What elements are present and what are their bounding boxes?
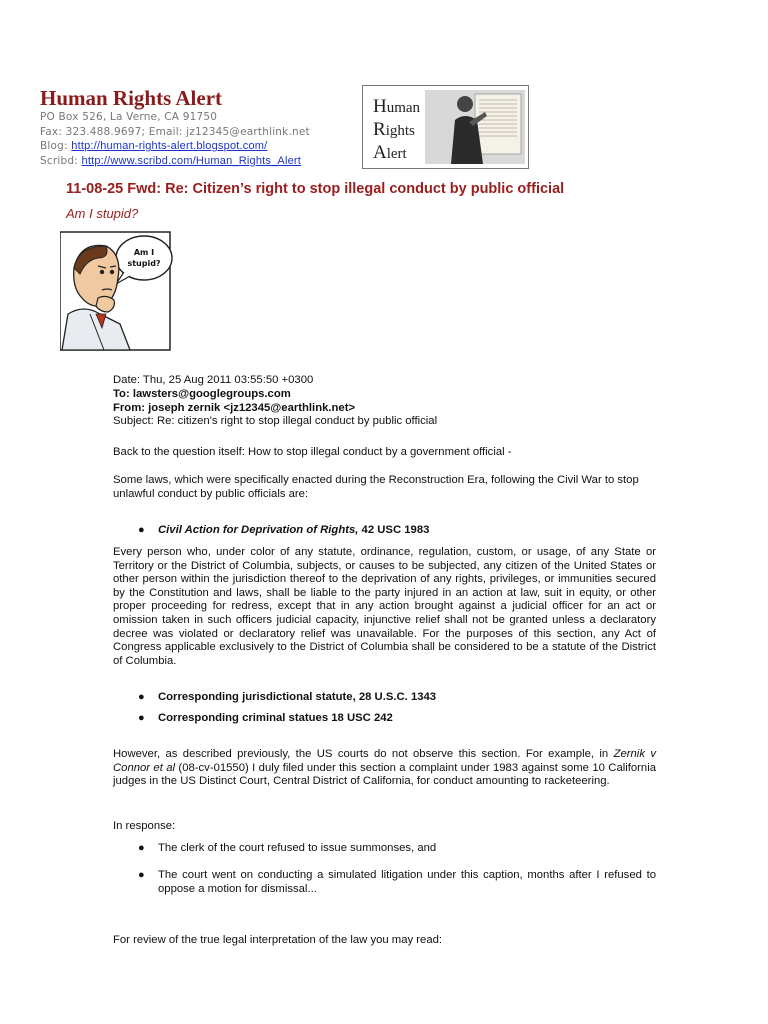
logo-figure-image [425, 90, 525, 164]
email-from: From: joseph zernik <jz12345@earthlink.net> [113, 402, 356, 414]
paragraph-in-response: In response: [113, 820, 176, 832]
blog-link[interactable]: http://human-rights-alert.blogspot.com/ [71, 140, 268, 152]
email-subject: Subject: Re: citizen's right to stop illegal conduct by public official [113, 415, 438, 427]
case-name: Zernik v Connor et al [113, 748, 656, 774]
email-date: Date: Thu, 25 Aug 2011 03:55:50 +0300 [113, 374, 314, 386]
bullet-civil-action-cite: 42 USC 1983 [358, 524, 430, 536]
paragraph-1: Back to the question itself: How to stop illegal conduct by a government official - [113, 446, 512, 458]
bullet-criminal: ● Corresponding criminal statues 18 USC 242 [138, 712, 393, 724]
bullet-civil-action [138, 524, 430, 538]
paragraph-2: Some laws, which were specifically enacted during the Reconstruction Era, following the Civil War to stop unlawful conduct by public officials are: [113, 474, 639, 500]
blog-label: Blog: [40, 140, 68, 152]
logo-text: Human Rights Alert [373, 96, 421, 163]
paragraph-review: For review of the true legal interpretation of the law you may read: [113, 934, 443, 946]
document-subtitle: Am I stupid? [66, 206, 139, 221]
org-name: Human Rights Alert [40, 86, 223, 110]
bullet-icon: ● [138, 524, 145, 536]
bullet-icon: ● [138, 691, 145, 703]
fax-email: Fax: 323.488.9697; Email: jz12345@earthlink.net [40, 126, 310, 138]
bullet-icon: ● [138, 712, 145, 724]
thinking-man-illustration [60, 228, 185, 353]
bullet-civil-action-title: Civil Action for Deprivation of Rights, [158, 524, 359, 536]
bullet-icon: ● [138, 869, 145, 881]
bullet-icon: ● [138, 842, 145, 854]
scribd-link[interactable]: http://www.scribd.com/Human_Rights_Alert [81, 155, 302, 167]
document-title: 11-08-25 Fwd: Re: Citizen’s right to stop illegal conduct by public official [66, 181, 565, 197]
bullet-clerk: ● The clerk of the court refused to issue summonses, and [138, 842, 437, 854]
bubble-line1: Am I [133, 248, 155, 257]
paragraph-courts: However, as described previously, the US courts do not observe this section. For example, in Zernik v Connor et al (08-cv-01550) I duly filed under this section a complaint under 1983 against some 10 California judges in the US Distinct Court, Central District of California, for conduct amounting to racketeering. [113, 748, 657, 788]
scribd-label: Scribd: [40, 155, 78, 167]
blog-line [40, 140, 267, 152]
email-to: To: lawsters@googlegroups.com [113, 388, 291, 400]
paragraph-statute: Every person who, under color of any statute, ordinance, regulation, custom, or usage, of any State or Territory or the District of Columbia, subjects, or causes to be subjected, any citizen of the United States or other person within the jurisdiction thereof to the deprivation of any rights, privileges, or immunities secured by the Constitution and laws, shall be liable to the party injured in an action at law, suit in equity, or other proper proceeding for redress, except that in any action brought against a judicial officer for an act or omission taken in such officers judicial capacity, injunctive relief shall not be granted unless a declaratory decree was violated or declaratory relief was unavailable. For the purposes of this section, any Act of Congress applicable exclusively to the District of Columbia shall be considered to be a statute of the District of Columbia. [113, 546, 656, 667]
bullet-jurisdictional: ● Corresponding jurisdictional statute, 28 U.S.C. 1343 [138, 691, 437, 703]
bullet-simulated-litigation: ● The court went on conducting a simulated litigation under this caption, months after I refused to oppose a motion for dismissal... [138, 869, 656, 895]
scribd-line [40, 155, 301, 167]
address: PO Box 526, La Verne, CA 91750 [40, 111, 218, 123]
logo [362, 85, 529, 169]
bubble-line2: stupid? [127, 259, 161, 268]
